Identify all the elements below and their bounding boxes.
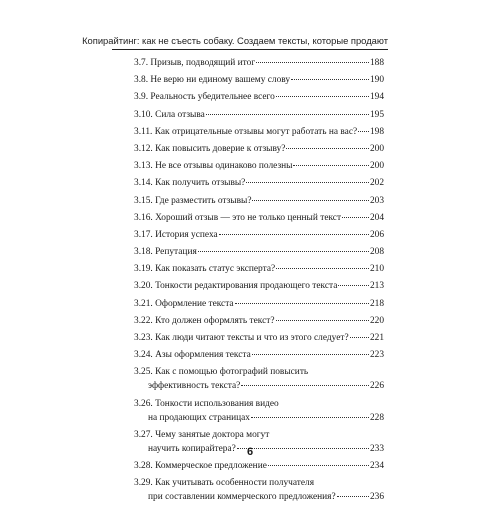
toc-entry-page: 208 — [369, 247, 384, 258]
toc-entry — [134, 142, 384, 156]
toc-entry-title: Как повысить доверие к отзыву? — [155, 143, 286, 154]
toc-entry — [134, 56, 384, 70]
toc-entry-title-line1: Как учитывать особенности получателя — [155, 478, 315, 489]
toc-entry-number: 3.7. — [134, 58, 149, 68]
toc-entry-page: 236 — [369, 492, 384, 503]
toc-entry — [134, 228, 384, 242]
toc-entry-page: 218 — [369, 298, 384, 309]
dot-leader — [268, 464, 369, 466]
dot-leader — [276, 319, 369, 321]
toc-entry-number: 3.15. — [134, 195, 153, 206]
toc-entry-number: 3.14. — [134, 178, 153, 189]
dot-leader — [286, 147, 369, 149]
toc-entry — [134, 365, 384, 393]
dot-leader — [293, 164, 368, 166]
toc-entry — [134, 348, 384, 362]
dot-leader — [338, 284, 369, 286]
dot-leader — [350, 336, 369, 338]
dot-leader — [219, 233, 369, 235]
toc-entry-title-line2: на продающих страницах — [148, 412, 250, 423]
toc-entry-page: 202 — [369, 178, 384, 189]
toc-entry-title-line1: Чему занятые доктора могут — [155, 429, 270, 440]
toc-entry — [134, 176, 384, 190]
toc-entry-number: 3.29. — [134, 478, 153, 489]
table-of-contents — [134, 56, 384, 507]
toc-entry-number: 3.28. — [134, 460, 153, 471]
toc-entry-title: Кто должен оформлять текст? — [155, 315, 275, 326]
toc-entry-number: 3.25. — [134, 367, 153, 378]
toc-entry — [134, 297, 384, 311]
toc-entry-page: 221 — [369, 333, 384, 343]
toc-entry-page: 220 — [369, 315, 384, 326]
toc-entry — [134, 108, 384, 122]
toc-entry-title: Репутация — [155, 247, 197, 258]
dot-leader — [252, 353, 369, 355]
toc-entry-page: 228 — [369, 412, 384, 423]
toc-entry — [134, 245, 384, 259]
toc-entry-page: 198 — [369, 126, 384, 137]
toc-entry — [134, 211, 384, 225]
dot-leader — [251, 416, 369, 418]
toc-entry-page: 210 — [369, 264, 384, 275]
toc-entry-title: Не все отзывы одинаково полезны — [155, 161, 293, 172]
toc-entry-page: 204 — [369, 212, 384, 223]
toc-entry-page: 203 — [369, 195, 384, 206]
toc-entry-number: 3.22. — [134, 315, 153, 326]
toc-entry — [134, 73, 384, 87]
dot-leader — [198, 250, 369, 252]
dot-leader — [246, 181, 369, 183]
dot-leader — [276, 267, 369, 269]
toc-entry-title-line1: Как с помощью фотографий повысить — [155, 367, 309, 378]
toc-entry-number: 3.23. — [134, 333, 153, 343]
toc-entry-page: 200 — [369, 143, 384, 154]
toc-entry-title: Тонкости редактирования продающего текста — [155, 281, 338, 292]
header-rule — [112, 49, 388, 50]
toc-entry — [134, 262, 384, 276]
toc-entry-number: 3.11. — [134, 126, 153, 137]
toc-entry — [134, 125, 384, 139]
toc-entry-page: 194 — [369, 92, 384, 103]
toc-entry-title: Как отрицательные отзывы могут работать на вас? — [154, 126, 358, 137]
dot-leader — [241, 384, 369, 386]
toc-entry-number: 3.8. — [134, 75, 149, 86]
dot-leader — [252, 199, 368, 201]
toc-entry — [134, 159, 384, 173]
running-head: Копирайтинг: как не съесть собаку. Создаем тексты, которые продают — [82, 35, 388, 46]
toc-entry-page: 233 — [369, 443, 384, 454]
dot-leader — [342, 216, 369, 218]
dot-leader — [235, 302, 369, 304]
toc-entry-number: 3.9. — [134, 92, 149, 103]
toc-entry-title-line2: при составлении коммерческого предложения? — [148, 492, 336, 503]
toc-entry-number: 3.20. — [134, 281, 153, 292]
toc-entry — [134, 90, 384, 104]
toc-entry — [134, 279, 384, 293]
toc-entry-number: 3.17. — [134, 229, 153, 240]
toc-entry-title: Где разместить отзывы? — [155, 195, 252, 206]
dot-leader — [358, 130, 369, 132]
toc-entry-title: Не верю ни единому вашему слову — [150, 75, 291, 86]
toc-entry-number: 3.10. — [134, 109, 153, 120]
toc-entry-number: 3.18. — [134, 247, 153, 258]
toc-entry-title: Реальность убедительнее всего — [150, 92, 275, 103]
toc-entry-title: Призыв, подводящий итог — [150, 58, 256, 68]
dot-leader — [256, 61, 369, 63]
toc-entry-title: Оформление текста — [155, 298, 234, 309]
page-number: 6 — [246, 446, 254, 458]
toc-entry-title: Азы оформления текста — [155, 350, 251, 361]
toc-entry-title-line2: научить копирайтера? — [148, 443, 236, 454]
toc-entry-title-line1: Тонкости использования видео — [155, 398, 279, 409]
toc-entry-page: 213 — [369, 281, 384, 292]
toc-entry-title: Как люди читают тексты и что из этого следует? — [155, 333, 349, 343]
toc-entry-number: 3.24. — [134, 350, 153, 361]
toc-entry — [134, 314, 384, 328]
dot-leader — [291, 78, 369, 80]
dot-leader — [276, 95, 369, 97]
toc-entry-title: История успеха — [155, 229, 218, 240]
toc-entry-number: 3.21. — [134, 298, 153, 309]
toc-entry — [134, 397, 384, 425]
toc-entry — [134, 194, 384, 208]
toc-entry — [134, 331, 384, 345]
toc-entry-number: 3.19. — [134, 264, 153, 275]
toc-entry — [134, 459, 384, 473]
toc-entry-page: 223 — [369, 350, 384, 361]
toc-entry-title: Коммерческое предложение — [155, 460, 267, 471]
toc-entry-title: Хороший отзыв — это не только ценный текст — [155, 212, 342, 223]
toc-entry-page: 190 — [369, 75, 384, 86]
toc-entry-number: 3.13. — [134, 161, 153, 172]
toc-entry-number: 3.26. — [134, 398, 153, 409]
toc-entry-number: 3.27. — [134, 429, 153, 440]
toc-entry-title: Сила отзыва — [155, 109, 205, 120]
toc-entry-page: 226 — [369, 381, 384, 392]
toc-entry-page: 188 — [369, 58, 384, 68]
toc-entry-number: 3.12. — [134, 143, 153, 154]
toc-entry-title: Как получить отзывы? — [155, 178, 246, 189]
toc-entry-page: 200 — [369, 161, 384, 172]
toc-entry-number: 3.16. — [134, 212, 153, 223]
toc-entry-page: 206 — [369, 229, 384, 240]
dot-leader — [337, 495, 369, 497]
toc-entry-page: 195 — [369, 109, 384, 120]
toc-entry-title-line2: эффективность текста? — [148, 381, 241, 392]
toc-entry-title: Как показать статус эксперта? — [155, 264, 276, 275]
dot-leader — [206, 113, 369, 115]
toc-entry-page: 234 — [369, 460, 384, 471]
